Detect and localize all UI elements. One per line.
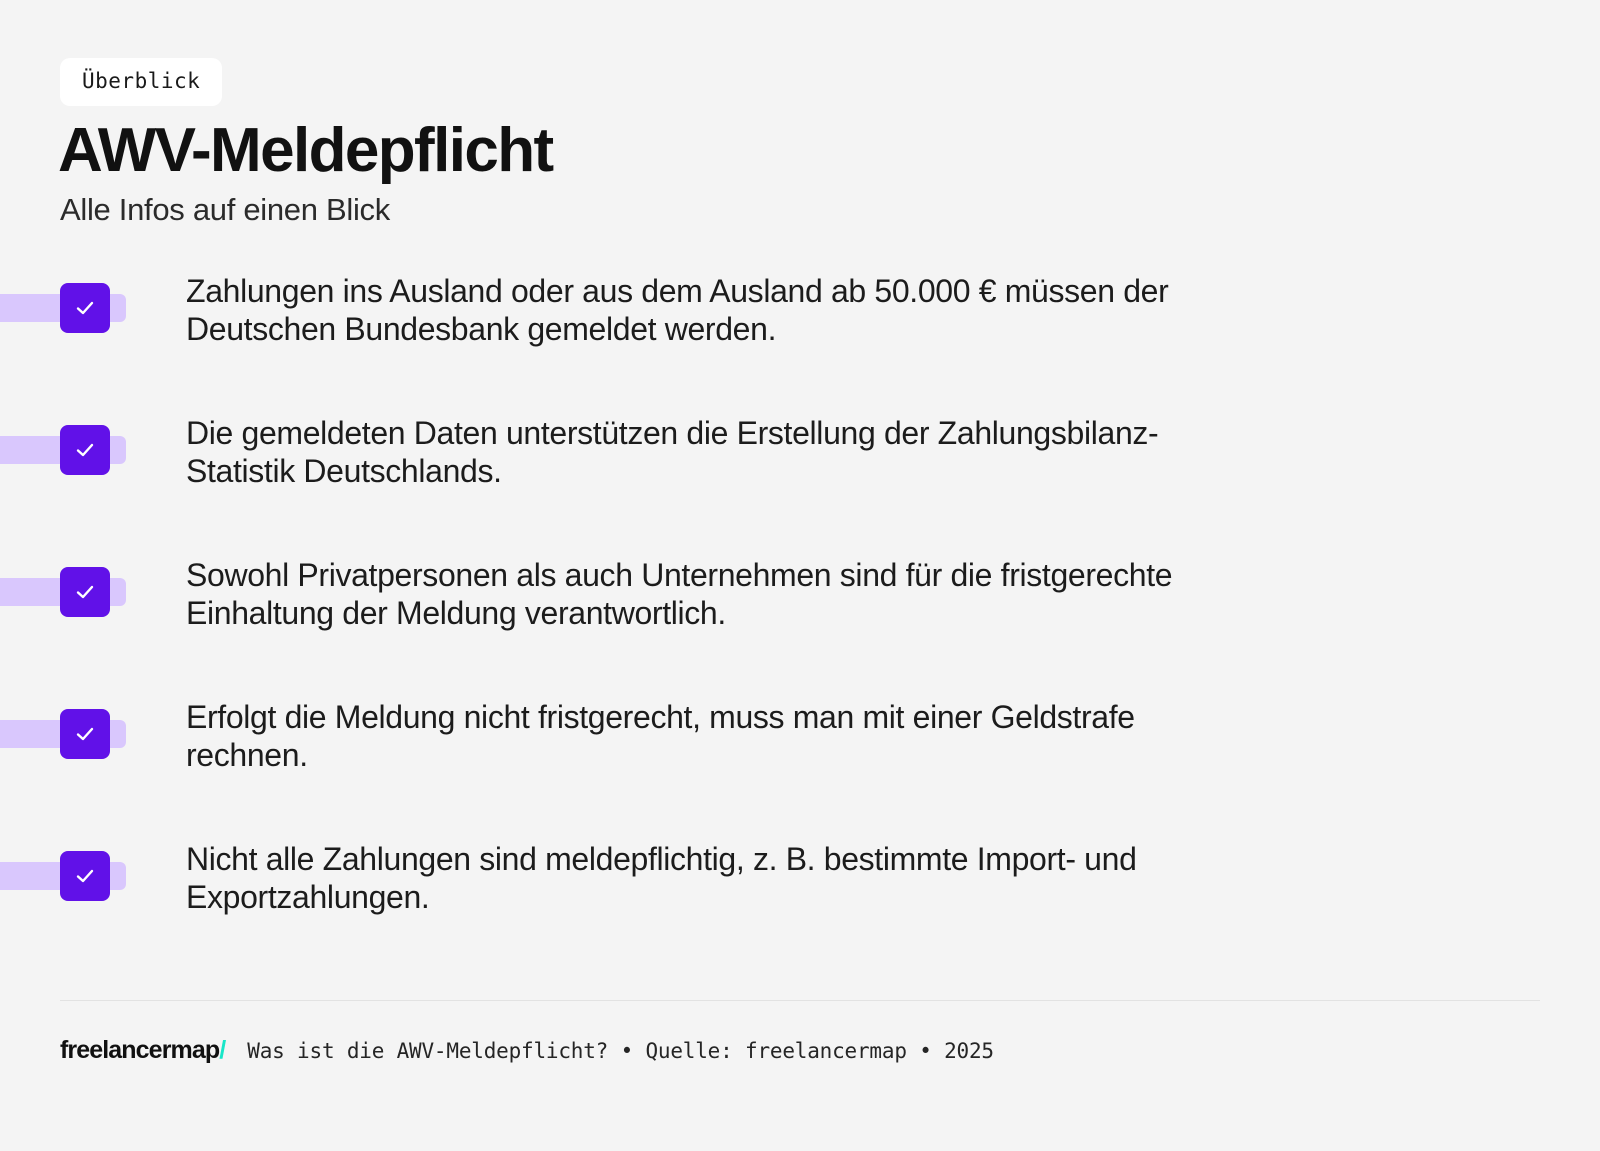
check-icon xyxy=(60,709,110,759)
check-icon xyxy=(60,851,110,901)
brand-name: freelancermap xyxy=(60,1036,220,1064)
footer-source-text: Was ist die AWV-Meldepflicht? • Quelle: freelancermap • 2025 xyxy=(247,1039,994,1063)
brand-logo xyxy=(60,1036,225,1065)
page-subtitle: Alle Infos auf einen Blick xyxy=(60,192,390,227)
list-item-text: Nicht alle Zahlungen sind meldepflichtig, z. B. bestimmte Import- und Exportzahlungen. xyxy=(186,841,1137,916)
list-item xyxy=(0,699,1600,846)
check-icon xyxy=(60,567,110,617)
check-icon xyxy=(60,283,110,333)
list-item-text: Sowohl Privatpersonen als auch Unternehmen sind für die fristgerechte Einhaltung der Meldung verantwortlich. xyxy=(186,557,1173,632)
list-item xyxy=(0,557,1600,704)
eyebrow-badge: Überblick xyxy=(60,58,222,106)
list-item xyxy=(0,415,1600,562)
list-item-text: Die gemeldeten Daten unterstützen die Erstellung der Zahlungsbilanz-Statistik Deutschlands. xyxy=(186,415,1159,490)
eyebrow-badge-wrapper xyxy=(60,58,222,106)
bullet-list xyxy=(0,273,1600,988)
list-item-text: Zahlungen ins Ausland oder aus dem Ausland ab 50.000 € müssen der Deutschen Bundesbank gemeldet werden. xyxy=(186,273,1169,348)
footer-divider xyxy=(60,1000,1540,1001)
check-icon xyxy=(60,425,110,475)
footer xyxy=(60,1036,994,1065)
list-item xyxy=(0,841,1600,988)
page-title: AWV-Meldepflicht xyxy=(58,116,553,185)
list-item-text: Erfolgt die Meldung nicht fristgerecht, muss man mit einer Geldstrafe rechnen. xyxy=(186,699,1135,774)
brand-slash: / xyxy=(219,1036,226,1064)
list-item xyxy=(0,273,1600,420)
